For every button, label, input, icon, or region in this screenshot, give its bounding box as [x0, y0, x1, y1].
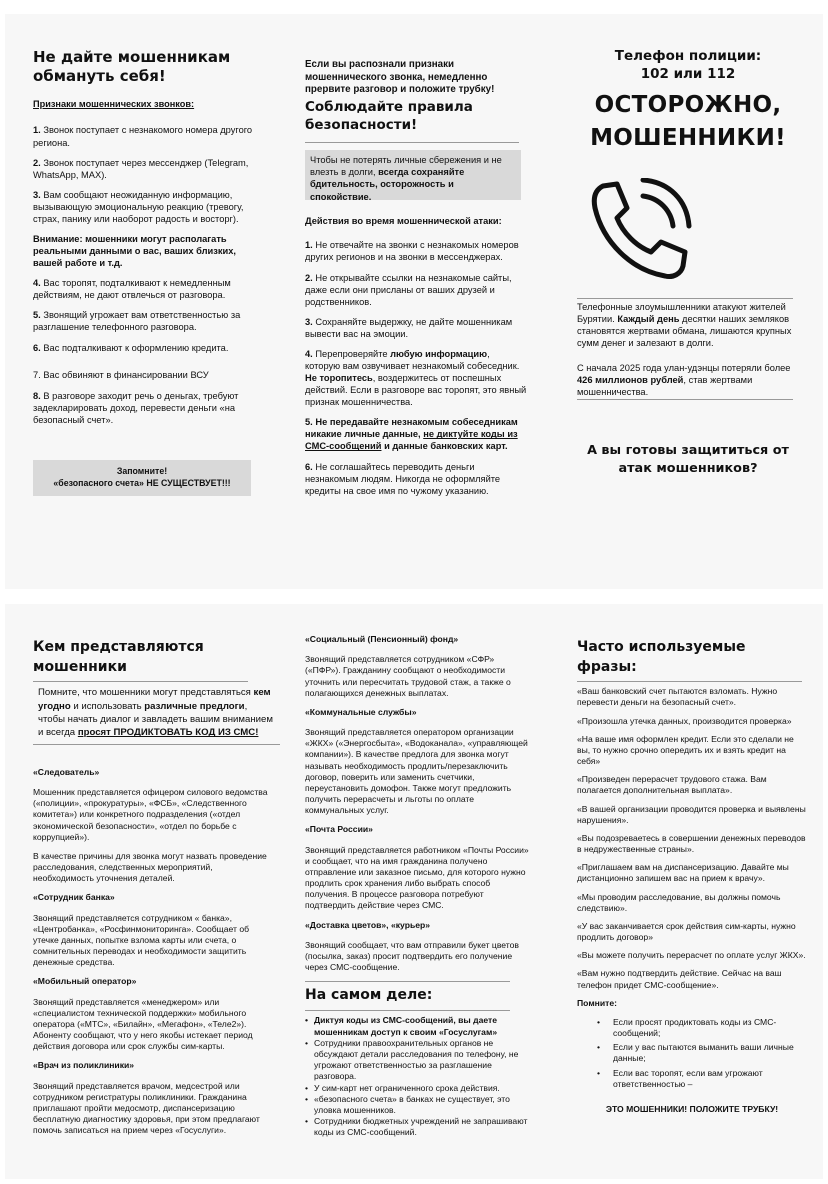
- remember-box: [33, 460, 251, 496]
- brochure-front-side: [5, 14, 823, 589]
- phrase-item: «На ваше имя оформлен кредит. Если это сделали не вы, то нужно срочно опередить их и взять кредит на себя»: [577, 733, 794, 767]
- rules-title: Соблюдайте правила безопасности!: [305, 99, 473, 133]
- action-item: 1. Не отвечайте на звонки с незнакомых номеров других регионов и на звонки в мессенджерах.: [305, 240, 519, 263]
- brochure-back-side: [5, 604, 823, 1179]
- divider: [577, 298, 793, 299]
- role-description: Звонящий сообщает, что вам отправили букет цветов (посылка, заказ) просит подтвердить его получение через СМС-сообщение.: [305, 939, 519, 973]
- phone-icon: [581, 178, 701, 288]
- action-item: 3. Сохраняйте выдержку, не дайте мошенникам вывести вас на эмоции.: [305, 316, 513, 339]
- remember-item: • Если у вас пытаются выманить ваши личные данные;: [577, 1042, 807, 1064]
- phrase-item: «В вашей организации проводится проверка и выявлены нарушения».: [577, 803, 806, 825]
- sign-item: 7. Вас обвиняют в финансировании ВСУ: [33, 369, 209, 380]
- phrases-column: [577, 604, 807, 1115]
- phrase-item: «Вы можете получить перерасчет по оплате услуг ЖКХ».: [577, 950, 806, 961]
- divider: [305, 1010, 510, 1011]
- impersonation-column: [33, 604, 273, 1145]
- divider: [33, 744, 280, 745]
- rules-box: Чтобы не потерять личные сбережения и не влезть в долги, всегда сохраняйте бдительность, осторожность и спокойствие.: [305, 150, 521, 200]
- impersonation-title: Кем представляются мошенники: [33, 639, 204, 675]
- phrase-item: «Вы подозреваетесь в совершении денежных переводов в недружественные страны».: [577, 832, 806, 855]
- phrases-title: Часто используемые фразы:: [577, 639, 746, 675]
- roles-column: [305, 604, 530, 1138]
- closing-question: А вы готовы защититься от атак мошенников?: [587, 443, 789, 477]
- role-title: «Сотрудник банка»: [33, 892, 115, 903]
- remember-item: • Если просят продиктовать коды из СМС-сообщений;: [577, 1017, 807, 1039]
- role-description: В качестве причины для звонка могут назвать проведение расследования, следственных мероприятий, необходимость уточнения деталей.: [33, 850, 267, 884]
- reality-title: На самом деле:: [305, 987, 433, 1004]
- divider: [305, 142, 519, 143]
- remember-box-title: Запомните!: [116, 465, 168, 476]
- role-title: «Врач из поликлиники»: [33, 1060, 135, 1071]
- reality-item: • Сотрудники бюджетных учреждений не запрашивают коды из СМС-сообщений.: [305, 1116, 530, 1138]
- remember-item: • Если вас торопят, если вам угрожают ответственностью –: [577, 1068, 807, 1090]
- actions-title: Действия во время мошеннической атаки:: [305, 216, 502, 227]
- headline: ОСТОРОЖНО, МОШЕННИКИ!: [590, 92, 786, 152]
- cover-column: [577, 14, 799, 478]
- divider: [577, 681, 802, 682]
- signs-subtitle: Признаки мошеннических звонков:: [33, 98, 195, 109]
- role-title: «Коммунальные службы»: [305, 706, 417, 717]
- role-description: Звонящий представляется «менеджером» или «специалистом технической поддержки» мобильного оператора («МТС», «Билайн», «Мегафон», «Теле2»). Абоненту сообщают, что у него якобы истекает период действия договора или срок службы сим-карты.: [33, 996, 253, 1052]
- role-description: Звонящий представляется работником «Почты России» и сообщает, что на имя гражданина получено отправление или заказное письмо, для которого нужно продлить срок хранения либо выбрать способ получения. В процессе разговора потребуют подтвердить действие через СМС.: [305, 844, 529, 911]
- sign-item: 3. Вам сообщают неожиданную информацию, вызывающую эмоциональную реакцию (тревогу, страх, панику или наоборот радость и восторг).: [33, 189, 244, 224]
- intro-paragraph: Телефонные злоумышленники атакуют жителей Бурятии. Каждый день десятки наших земляков становятся жертвами обмана, лишаются крупных сумм денег и залезают в долги.: [577, 301, 792, 349]
- phrase-item: «Вам нужно подтвердить действие. Сейчас на ваш телефон придет СМС-сообщение».: [577, 968, 782, 990]
- remember-list: [577, 1017, 807, 1090]
- action-item: 2. Не открывайте ссылки на незнакомые сайты, даже если они присланы от ваших друзей и родственников.: [305, 272, 512, 307]
- phrases-list: [577, 686, 807, 991]
- phrase-item: «У вас заканчивается срок действия сим-карты, нужно продлить договор»: [577, 920, 796, 943]
- final-warning: ЭТО МОШЕННИКИ! ПОЛОЖИТЕ ТРУБКУ!: [605, 1104, 779, 1114]
- sign-item: 2. Звонок поступает через мессенджер (Telegram, WhatsApp, MAX).: [33, 157, 249, 180]
- signs-column: [33, 14, 255, 496]
- sign-item: 6. Вас подталкивают к оформлению кредита.: [33, 342, 229, 353]
- divider: [33, 681, 248, 682]
- sign-item: 4. Вас торопят, подталкивают к немедленным действиям, не дают отвлечься от разговора.: [33, 278, 231, 301]
- action-item: 4. Перепроверяйте любую информацию, которую вам озвучивает незнакомый собеседник. Не торопитесь, воздержитесь от поспешных действий. Если в разговоре вас торопят, это явный признак мошенничества.: [305, 348, 527, 408]
- role-title: «Почта России»: [305, 824, 373, 835]
- phrase-item: «Мы проводим расследование, вы должны помочь следствию».: [577, 891, 781, 913]
- divider: [577, 399, 793, 400]
- police-phone: Телефон полиции: 102 или 112: [614, 48, 762, 82]
- action-item: 6. Не соглашайтесь переводить деньги незнакомым людям. Никогда не оформляйте кредиты на свое имя по чужому указанию.: [305, 461, 501, 496]
- role-description: Мошенник представляется офицером силового ведомства («полиции», «прокуратуры», «ФСБ», «Следственного комитета») или конкретного подразделения («отдел экономической безопасности», «отдел по борьбе с коррупцией»).: [33, 787, 268, 842]
- rules-column: [305, 14, 527, 505]
- role-description: Звонящий представляется сотрудником « банка», «Центробанка», «Росфинмониторинга». Сообщает об утечке данных, попытке взлома карты или счета, о сомнительных переводах и необходимости защитить денежные средства.: [33, 912, 250, 968]
- reality-list: [305, 1015, 530, 1138]
- phrase-item: «Приглашаем вам на диспансеризацию. Давайте мы дистанционно запишем вас на прием к врачу».: [577, 862, 789, 884]
- role-title: «Следователь»: [33, 766, 100, 777]
- sign-item: 8. В разговоре заходит речь о деньгах, требуют задекларировать доход, перевести деньги «на безопасный счет».: [33, 390, 239, 425]
- signs-title: Не дайте мошенникам обмануть себя!: [33, 48, 231, 85]
- losses-paragraph: С начала 2025 года улан-удэнцы потеряли более 426 миллионов рублей, став жертвами мошенничества.: [577, 363, 791, 398]
- impersonation-intro: Помните, что мошенники могут представляться кем угодно и использовать различные предлоги, чтобы начать диалог и завладеть вашим вниманием и всегда просят ПРОДИКТОВАТЬ КОД ИЗ СМС!: [38, 687, 273, 739]
- sign-item: 1. Звонок поступает с незнакомого номера другого региона.: [33, 125, 253, 148]
- divider: [305, 981, 510, 982]
- role-description: Звонящий представляется врачом, медсестрой или сотрудником регистратуры поликлиники. Гражданина приглашают пройти медосмотр, диспансеризацию бесплатную диагностику здоровья, при этом предлагают помочь записаться на прием через «Госуслуги».: [33, 1080, 260, 1136]
- phrase-item: «Ваш банковский счет пытаются взломать. Нужно перевести деньги на безопасный счет».: [577, 686, 778, 708]
- role-description: Звонящий представляется оператором организации «ЖКХ» («Энергосбыта», «Водоканала», «управляющей компании»). В качестве предлога для звонка могут называть необходимость продлить/перезаключить договор, поверить или заменить счетчики, переустановить домофон. Также могут предложить получить перерасчеты и льготы по оплате коммунальных услуг.: [305, 727, 528, 816]
- sign-item: 5. Звонящий угрожает вам ответственностью за разглашение телефонного разговора.: [33, 310, 241, 333]
- remember-title: Помните:: [577, 997, 617, 1008]
- role-title: «Мобильный оператор»: [33, 976, 137, 987]
- reality-item: • «безопасного счета» в банках не существует, это уловка мошенников.: [305, 1094, 530, 1116]
- reality-item: • Сотрудники правоохранительных органов не обсуждают детали расследования по телефону, не угрожают ответственностью за разглашение разговора.: [305, 1038, 530, 1083]
- role-description: Звонящий представляется сотрудником «СФР» («ПФР»). Гражданину сообщают о необходимости уточнить или пересчитать трудовой стаж, а также о полагающихся денежных выплатах.: [305, 654, 511, 698]
- remember-box-text: «безопасного счета» НЕ СУЩЕСТВУЕТ!!!: [53, 477, 231, 488]
- phrase-item: «Произведен перерасчет трудового стажа. Вам полагается дополнительная выплата».: [577, 774, 767, 796]
- phrase-item: «Произошла утечка данных, производится проверка»: [577, 715, 792, 726]
- action-item: 5. Не передавайте незнакомым собеседникам никакие личные данные, не диктуйте коды из СМС-сообщений и данные банковских карт.: [305, 417, 518, 452]
- warning-note: Внимание: мошенники могут располагать реальными данными о вас, ваших близких, вашей работе и т.д.: [33, 234, 237, 269]
- reality-item: • Диктуя коды из СМС-сообщений, вы даете мошенникам доступ к своим «Госуслугам»: [305, 1015, 530, 1037]
- reality-item: • У сим-карт нет ограниченного срока действия.: [305, 1083, 530, 1094]
- rules-intro: Если вы распознали признаки мошеннического звонка, немедленно прервите разговор и положите трубку!: [305, 59, 495, 96]
- role-title: «Доставка цветов», «курьер»: [305, 919, 431, 930]
- role-title: «Социальный (Пенсионный) фонд»: [305, 634, 459, 644]
